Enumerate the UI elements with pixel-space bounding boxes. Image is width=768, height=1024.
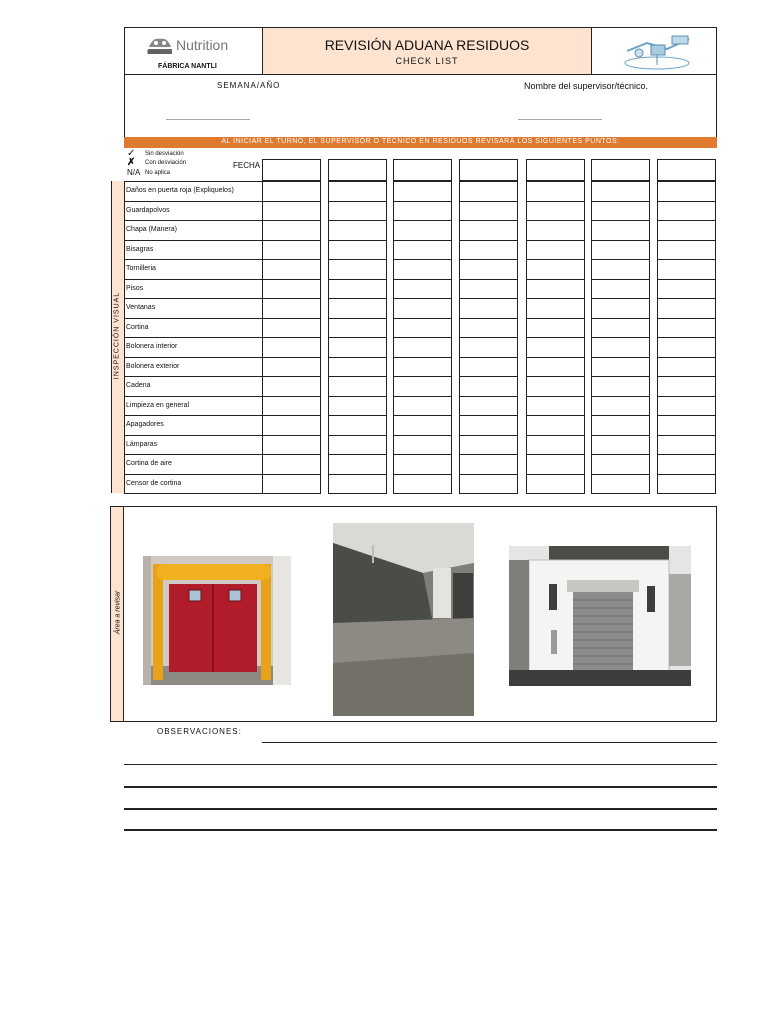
date-header-cell[interactable] <box>657 159 716 181</box>
date-header: FECHA <box>233 161 261 170</box>
check-cell[interactable] <box>262 415 321 436</box>
observations-label: OBSERVACIONES: <box>157 727 242 736</box>
check-cell[interactable] <box>328 474 387 495</box>
checklist-item-label: Apagadores <box>126 421 164 428</box>
checklist-item-label: Ventanas <box>126 304 156 311</box>
check-cell[interactable] <box>459 279 518 300</box>
check-cell[interactable] <box>526 259 585 280</box>
check-cell[interactable] <box>393 279 452 300</box>
check-cell[interactable] <box>393 240 452 261</box>
check-cell[interactable] <box>328 240 387 261</box>
check-cell[interactable] <box>262 240 321 261</box>
building-exterior-photo <box>509 546 691 686</box>
check-cell[interactable] <box>328 435 387 456</box>
check-cell[interactable] <box>459 396 518 417</box>
banner-text: AL INICIAR EL TURNO, EL SUPERVISOR O TÉCNICO EN RESIDUOS REVISARÁ LOS SIGUIENTES PUNTOS: <box>221 138 620 145</box>
check-cell[interactable] <box>393 474 452 495</box>
na-icon: N/A <box>127 168 141 177</box>
check-cell[interactable] <box>328 376 387 397</box>
check-cell[interactable] <box>328 396 387 417</box>
check-cell[interactable] <box>459 454 518 475</box>
check-cell[interactable] <box>328 318 387 339</box>
red-door-photo <box>143 556 291 685</box>
date-header-cell[interactable] <box>393 159 452 181</box>
date-header-cell[interactable] <box>591 159 650 181</box>
supervisor-label: Nombre del supervisor/técnico. <box>524 81 649 91</box>
checklist-item-label: Bisagras <box>126 245 154 253</box>
check-cell[interactable] <box>393 337 452 358</box>
check-cell[interactable] <box>262 298 321 319</box>
checklist-row <box>124 279 263 300</box>
check-cell[interactable] <box>591 337 650 358</box>
check-cell[interactable] <box>657 259 716 280</box>
check-cell[interactable] <box>262 259 321 280</box>
check-cell[interactable] <box>526 201 585 222</box>
check-cell[interactable] <box>262 279 321 300</box>
check-cell[interactable] <box>591 318 650 339</box>
check-cell[interactable] <box>459 298 518 319</box>
check-cell[interactable] <box>328 298 387 319</box>
brand-name: Nutrition <box>176 37 229 53</box>
check-cell[interactable] <box>262 435 321 456</box>
date-header-cell[interactable] <box>526 159 585 181</box>
check-cell[interactable] <box>262 357 321 378</box>
check-cell[interactable] <box>526 298 585 319</box>
cross-icon: ✗ <box>127 157 136 168</box>
check-cell[interactable] <box>393 298 452 319</box>
check-cell[interactable] <box>262 181 321 202</box>
check-cell[interactable] <box>591 220 650 241</box>
check-cell[interactable] <box>657 181 716 202</box>
check-cell[interactable] <box>328 337 387 358</box>
check-cell[interactable] <box>526 337 585 358</box>
check-cell[interactable] <box>393 435 452 456</box>
check-cell[interactable] <box>393 357 452 378</box>
check-cell[interactable] <box>328 415 387 436</box>
check-cell[interactable] <box>526 454 585 475</box>
week-label: SEMANA/AÑO <box>217 81 281 90</box>
check-cell[interactable] <box>526 279 585 300</box>
check-cell[interactable] <box>591 279 650 300</box>
check-cell[interactable] <box>393 201 452 222</box>
checklist-item-label: Tornilleria <box>126 265 156 272</box>
page-title: REVISIÓN ADUANA RESIDUOS <box>324 37 530 53</box>
check-cell[interactable] <box>328 181 387 202</box>
check-cell[interactable] <box>328 357 387 378</box>
observation-line-2[interactable] <box>124 764 717 765</box>
check-cell[interactable] <box>459 435 518 456</box>
check-cell[interactable] <box>657 415 716 436</box>
check-cell[interactable] <box>591 201 650 222</box>
check-cell[interactable] <box>262 337 321 358</box>
date-header-cell[interactable] <box>262 159 321 181</box>
observation-line-4[interactable] <box>124 808 717 810</box>
check-cell[interactable] <box>459 376 518 397</box>
check-cell[interactable] <box>459 357 518 378</box>
check-cell[interactable] <box>262 318 321 339</box>
check-cell[interactable] <box>657 337 716 358</box>
checklist-item-label: Cortina de aire <box>126 460 172 467</box>
check-cell[interactable] <box>591 240 650 261</box>
check-cell[interactable] <box>591 298 650 319</box>
check-cell[interactable] <box>526 474 585 495</box>
date-header-cell[interactable] <box>459 159 518 181</box>
observation-line-5[interactable] <box>124 829 717 831</box>
check-cell[interactable] <box>393 220 452 241</box>
checklist-item-label: Lámparas <box>126 440 158 448</box>
legend-ok-text: Sin desviación <box>145 151 184 157</box>
check-cell[interactable] <box>526 318 585 339</box>
check-cell[interactable] <box>393 454 452 475</box>
check-cell[interactable] <box>591 474 650 495</box>
check-cell[interactable] <box>262 474 321 495</box>
check-cell[interactable] <box>393 415 452 436</box>
check-cell[interactable] <box>591 376 650 397</box>
check-cell[interactable] <box>526 435 585 456</box>
check-cell[interactable] <box>393 318 452 339</box>
check-cell[interactable] <box>328 201 387 222</box>
check-cell[interactable] <box>459 415 518 436</box>
check-cell[interactable] <box>526 376 585 397</box>
check-cell[interactable] <box>591 259 650 280</box>
check-cell[interactable] <box>459 474 518 495</box>
check-cell[interactable] <box>657 454 716 475</box>
check-cell[interactable] <box>393 396 452 417</box>
check-cell[interactable] <box>459 240 518 261</box>
check-icon: ✓ <box>127 148 136 159</box>
check-cell[interactable] <box>459 220 518 241</box>
check-cell[interactable] <box>657 396 716 417</box>
waste-diagram-icon <box>617 31 697 73</box>
check-cell[interactable] <box>591 357 650 378</box>
logo-brand-small: Nestlé <box>147 50 162 56</box>
check-cell[interactable] <box>657 357 716 378</box>
check-cell[interactable] <box>591 435 650 456</box>
check-cell[interactable] <box>459 259 518 280</box>
check-cell[interactable] <box>657 240 716 261</box>
check-cell[interactable] <box>459 318 518 339</box>
check-cell[interactable] <box>328 279 387 300</box>
inspection-side-label: INSPECCIÓN VISUAL <box>113 291 121 380</box>
check-cell[interactable] <box>591 181 650 202</box>
checklist-item-label: Cadena <box>126 382 151 389</box>
check-cell[interactable] <box>459 337 518 358</box>
check-cell[interactable] <box>393 259 452 280</box>
area-side-label: Área a revisar <box>114 590 122 635</box>
check-cell[interactable] <box>328 259 387 280</box>
observation-line-3[interactable] <box>124 786 717 788</box>
check-cell[interactable] <box>657 376 716 397</box>
check-cell[interactable] <box>657 201 716 222</box>
checklist-item-label: Limpieza en general <box>126 401 190 409</box>
check-cell[interactable] <box>459 201 518 222</box>
checklist-item-label: Guardapolvos <box>126 206 170 214</box>
interior-room-photo <box>333 523 474 716</box>
check-cell[interactable] <box>657 435 716 456</box>
legend-na-text: No aplica <box>145 170 171 176</box>
check-cell[interactable] <box>657 220 716 241</box>
check-cell[interactable] <box>328 220 387 241</box>
checklist-item-label: Pisos <box>126 284 144 292</box>
check-cell[interactable] <box>591 454 650 475</box>
checklist-item-label: Daños en puerta roja (Expliquelos) <box>126 187 234 194</box>
check-cell[interactable] <box>393 376 452 397</box>
week-field[interactable]: ------------------------------------------ <box>166 117 250 123</box>
check-cell[interactable] <box>657 474 716 495</box>
check-cell[interactable] <box>657 279 716 300</box>
check-cell[interactable] <box>526 240 585 261</box>
supervisor-field[interactable]: ------------------------------------------ <box>518 117 602 123</box>
observation-line-1[interactable] <box>262 742 717 743</box>
check-cell[interactable] <box>591 396 650 417</box>
check-cell[interactable] <box>526 181 585 202</box>
check-cell[interactable] <box>657 318 716 339</box>
check-cell[interactable] <box>459 181 518 202</box>
check-cell[interactable] <box>526 220 585 241</box>
check-cell[interactable] <box>262 376 321 397</box>
check-cell[interactable] <box>262 201 321 222</box>
check-cell[interactable] <box>328 454 387 475</box>
check-cell[interactable] <box>262 454 321 475</box>
check-cell[interactable] <box>657 298 716 319</box>
check-cell[interactable] <box>526 415 585 436</box>
checklist-item-label: Chapa (Manera) <box>126 226 177 233</box>
check-cell[interactable] <box>526 396 585 417</box>
checklist-item-label: Censor de cortina <box>126 479 182 487</box>
date-header-cell[interactable] <box>328 159 387 181</box>
check-cell[interactable] <box>591 415 650 436</box>
check-cell[interactable] <box>393 181 452 202</box>
check-cell[interactable] <box>526 357 585 378</box>
page-subtitle: CHECK LIST <box>395 56 459 66</box>
checklist-item-label: Bolonera exterior <box>126 362 180 370</box>
check-cell[interactable] <box>262 396 321 417</box>
legend-dev-text: Con desviación <box>145 160 187 166</box>
checklist-item-label: Cortina <box>126 323 149 331</box>
factory-name: FÁBRICA NANTLI <box>158 63 217 70</box>
checklist-item-label: Bolonera interior <box>126 343 178 350</box>
check-cell[interactable] <box>262 220 321 241</box>
